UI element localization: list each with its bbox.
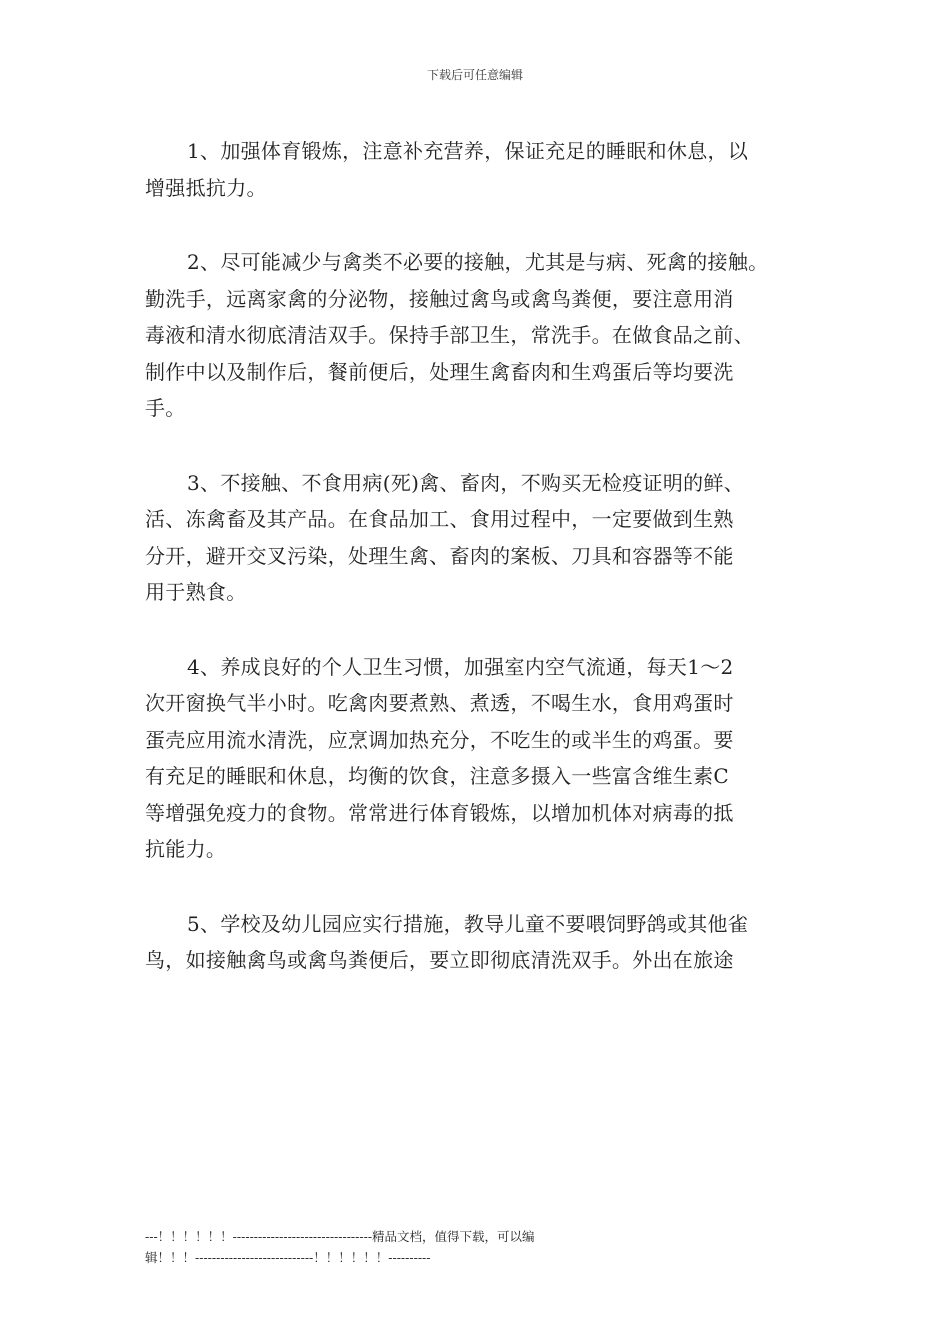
- paragraph-1: [145, 133, 817, 206]
- paragraph-line: 勤洗手，远离家禽的分泌物，接触过禽鸟或禽鸟粪便，要注意用消: [145, 286, 734, 311]
- footer-line-1: ---！！！！！！---------------------------------精品文档，值得下载，可以编: [145, 1229, 535, 1244]
- paragraph-line: 3、不接触、不食用病(死)禽、畜肉，不购买无检疫证明的鲜、: [187, 470, 745, 495]
- paragraph-line: 活、冻禽畜及其产品。在食品加工、食用过程中，一定要做到生熟: [145, 507, 734, 531]
- paragraph-line: 2、尽可能减少与禽类不必要的接触，尤其是与病、死禽的接触。: [187, 250, 769, 274]
- paragraph-line: 4、养成良好的个人卫生习惯，加强室内空气流通，每天1～2: [187, 654, 734, 679]
- paragraph-line: 鸟，如接触禽鸟或禽鸟粪便后，要立即彻底清洗双手。外出在旅途: [145, 948, 734, 972]
- paragraph-line: 抗能力。: [145, 837, 227, 861]
- paragraph-line: 增强抵抗力。: [145, 175, 267, 200]
- paragraph-line: 等增强免疫力的食物。常常进行体育锻炼，以增加机体对病毒的抵: [145, 800, 734, 825]
- page-footer: [145, 1226, 705, 1268]
- paragraph-3: [145, 465, 817, 611]
- paragraph-line: 手。: [145, 396, 186, 420]
- paragraph-2: [145, 244, 817, 427]
- paragraph-line: 用于熟食。: [145, 580, 247, 604]
- document-body: [145, 133, 817, 1017]
- paragraph-line: 毒液和清水彻底清洁双手。保持手部卫生，常洗手。在做食品之前、: [145, 323, 754, 347]
- paragraph-line: 次开窗换气半小时。吃禽肉要煮熟、煮透，不喝生水，食用鸡蛋时: [145, 691, 734, 715]
- paragraph-4: [145, 649, 817, 868]
- paragraph-line: 1、加强体育锻炼，注意补充营养，保证充足的睡眠和休息，以: [187, 139, 749, 163]
- page-header: 下载后可任意编辑: [426, 68, 523, 82]
- paragraph-line: 有充足的睡眠和休息，均衡的饮食，注意多摄入一些富含维生素C: [145, 764, 730, 788]
- paragraph-line: 分开，避开交叉污染，处理生禽、畜肉的案板、刀具和容器等不能: [145, 543, 734, 568]
- paragraph-line: 制作中以及制作后，餐前便后，处理生禽畜肉和生鸡蛋后等均要洗: [145, 359, 734, 384]
- footer-line-2: 辑！！！----------------------------！！！！！！----------: [145, 1250, 431, 1265]
- paragraph-line: 5、学校及幼儿园应实行措施，教导儿童不要喂饲野鸽或其他雀: [187, 911, 749, 936]
- paragraph-line: 蛋壳应用流水清洗，应烹调加热充分，不吃生的或半生的鸡蛋。要: [145, 727, 734, 752]
- paragraph-5: [145, 906, 817, 979]
